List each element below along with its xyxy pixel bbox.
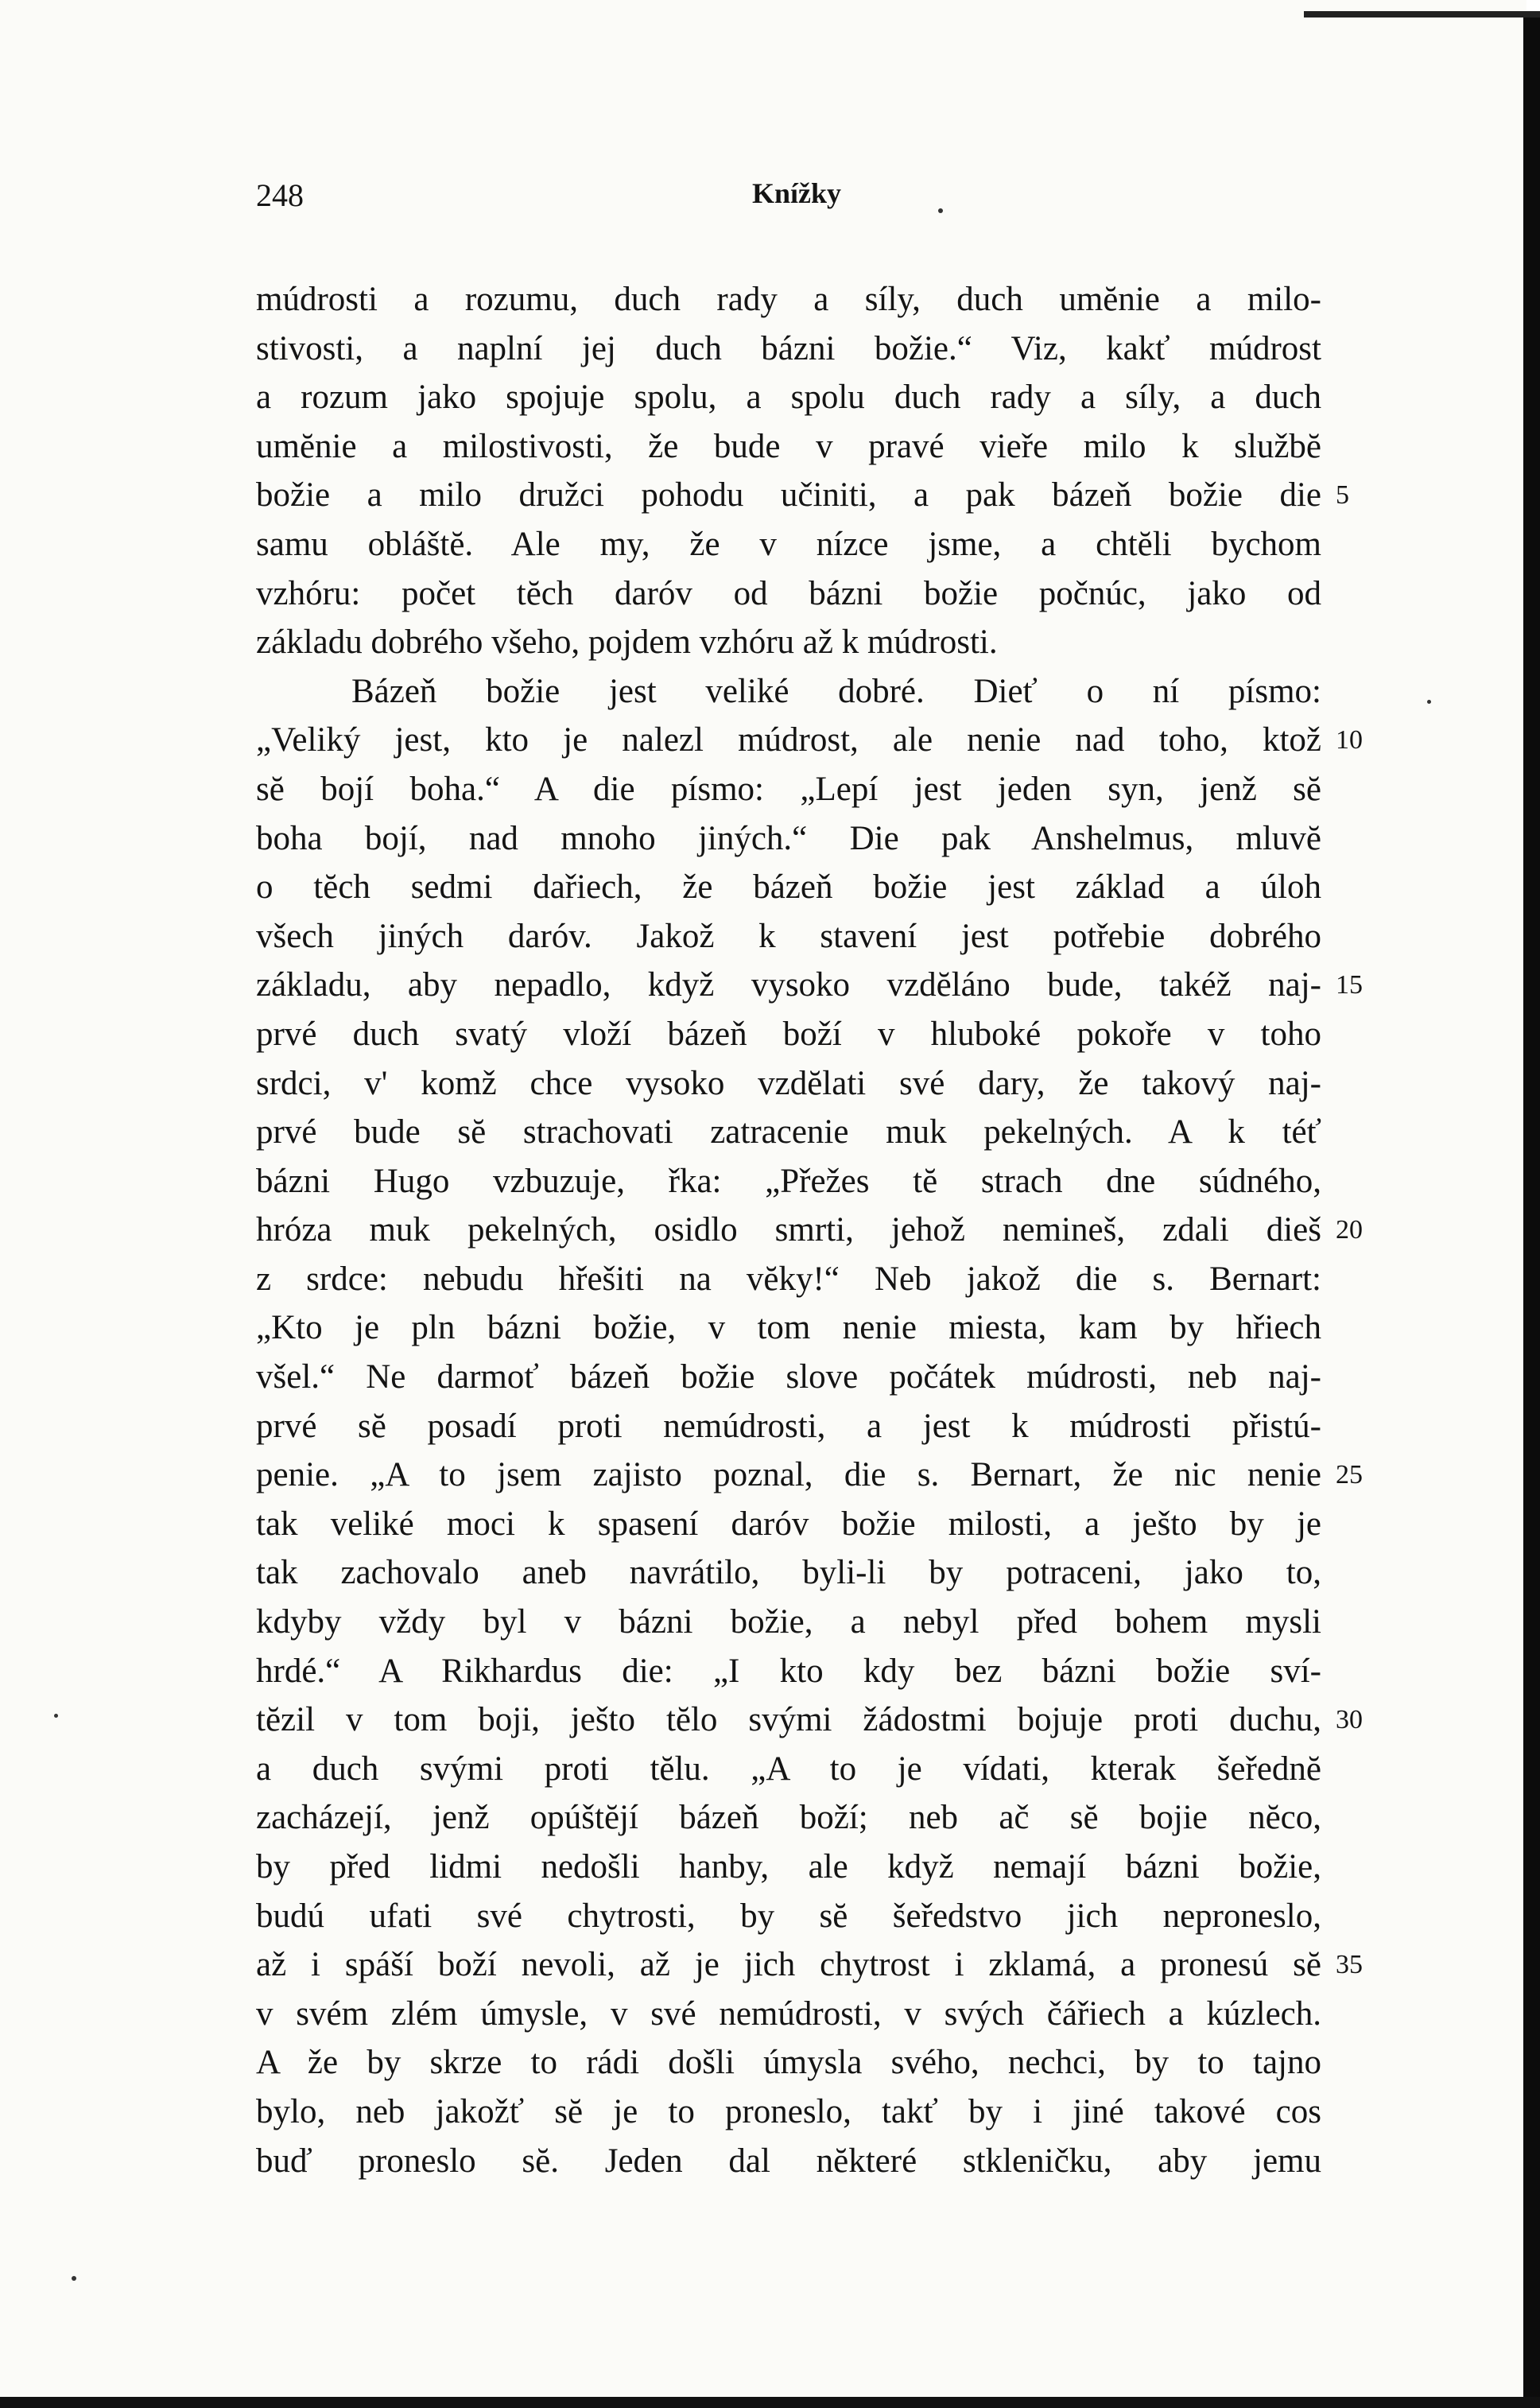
scan-edge-top <box>1304 11 1540 17</box>
text-line: budú ufati své chytrosti, by sĕ šeředstvo jich neproneslo, <box>256 1897 1321 1935</box>
text-line: „Kto je pln bázni božie, v tom nenie miesta, kam by hřiech <box>256 1309 1321 1347</box>
line-number: 15 <box>1336 970 1363 1000</box>
text-line: umĕnie a milostivosti, že bude v pravé vieře milo k službĕ <box>256 427 1321 465</box>
text-line: zacházejí, jenž opúštĕjí bázeň boží; neb ač sĕ bojie nĕco, <box>256 1799 1321 1837</box>
text-line: prvé duch svatý vloží bázeň boží v hluboké pokoře v toho <box>256 1015 1321 1053</box>
scan-edge-right <box>1523 16 1540 2402</box>
text-line: vzhóru: počet tĕch daróv od bázni božie počnúc, jako od <box>256 574 1321 612</box>
text-line: až i spáší boží nevoli, až je jich chytrost i zklamá, a pronesú sĕ <box>256 1946 1321 1984</box>
text-line: bylo, neb jakožť sĕ je to proneslo, takť by i jiné takové cos <box>256 2092 1321 2130</box>
text-line: samu obláštĕ. Ale my, že v nízce jsme, a chtĕli bychom <box>256 525 1321 563</box>
text-line: A že by skrze to rádi došli úmysla svého, nechci, by to tajno <box>256 2044 1321 2082</box>
text-line: kdyby vždy byl v bázni božie, a nebyl před bohem mysli <box>256 1603 1321 1641</box>
text-line: hróza muk pekelných, osidlo smrti, jehož nemineš, zdali dieš <box>256 1211 1321 1249</box>
print-speck <box>1427 700 1431 704</box>
text-line: a duch svými proti tĕlu. „A to je vídati, kterak šeřednĕ <box>256 1750 1321 1788</box>
text-line: a rozum jako spojuje spolu, a spolu duch rady a síly, a duch <box>256 379 1321 417</box>
text-line: hrdé.“ A Rikhardus die: „I kto kdy bez bázni božie sví- <box>256 1652 1321 1690</box>
text-line: stivosti, a naplní jej duch bázni božie.“ Viz, kakť múdrost <box>256 329 1321 367</box>
body-text <box>256 275 1321 2185</box>
text-line: prvé sĕ posadí proti nemúdrosti, a jest k múdrosti přistú- <box>256 1407 1321 1445</box>
text-line: prvé bude sĕ strachovati zatracenie muk pekelných. A k téť <box>256 1113 1321 1152</box>
page-number: 248 <box>256 177 304 213</box>
print-speck <box>938 208 943 213</box>
text-line: sĕ bojí boha.“ A die písmo: „Lepí jest jeden syn, jenž sĕ <box>256 770 1321 808</box>
scan-edge-bottom <box>0 2397 1540 2408</box>
text-line: tĕzil v tom boji, ješto tĕlo svými žádostmi bojuje proti duchu, <box>256 1701 1321 1739</box>
text-line: základu, aby nepadlo, když vysoko vzdĕláno bude, takéž naj- <box>256 966 1321 1004</box>
line-number: 30 <box>1336 1705 1363 1735</box>
text-line: boha bojí, nad mnoho jiných.“ Die pak Anshelmus, mluvĕ <box>256 819 1321 857</box>
line-number: 10 <box>1336 725 1363 755</box>
text-line: o tĕch sedmi dařiech, že bázeň božie jest základ a úloh <box>256 868 1321 907</box>
text-line: srdci, v' komž chce vysoko vzdĕlati své dary, že takový naj- <box>256 1064 1321 1102</box>
text-line: „Veliký jest, kto je nalezl múdrost, ale nenie nad toho, ktož <box>256 721 1321 759</box>
text-line: bázni Hugo vzbuzuje, řka: „Přežes tĕ strach dne súdného, <box>256 1162 1321 1200</box>
text-line: všech jiných daróv. Jakož k stavení jest potřebie dobrého <box>256 917 1321 955</box>
text-line: penie. „A to jsem zajisto poznal, die s. Bernart, že nic nenie <box>256 1456 1321 1494</box>
line-number: 25 <box>1336 1460 1363 1490</box>
text-line: by před lidmi nedošli hanby, ale když nemají bázni božie, <box>256 1848 1321 1886</box>
text-line: základu dobrého všeho, pojdem vzhóru až k múdrosti. <box>256 623 998 662</box>
print-speck <box>54 1714 58 1718</box>
text-line: múdrosti a rozumu, duch rady a síly, duch umĕnie a milo- <box>256 281 1321 318</box>
line-number: 20 <box>1336 1215 1363 1245</box>
line-number: 35 <box>1336 1950 1363 1980</box>
line-number: 5 <box>1336 480 1349 511</box>
text-line: božie a milo družci pohodu učiniti, a pak bázeň božie die <box>256 476 1321 515</box>
text-line: z srdce: nebudu hřešiti na vĕky!“ Neb jakož die s. Bernart: <box>256 1260 1321 1298</box>
text-line: Bázeň božie jest veliké dobré. Dieť o ní písmo: <box>351 672 1321 710</box>
text-line: všel.“ Ne darmoť bázeň božie slove počátek múdrosti, neb naj- <box>256 1358 1321 1396</box>
running-head: Knížky <box>752 177 842 209</box>
print-speck <box>72 2276 76 2281</box>
text-line: buď proneslo sĕ. Jeden dal nĕkteré stkleničku, aby jemu <box>256 2142 1321 2180</box>
text-line: tak veliké moci k spasení daróv božie milosti, a ješto by je <box>256 1505 1321 1543</box>
text-line: tak zachovalo aneb navrátilo, byli-li by potraceni, jako to, <box>256 1554 1321 1592</box>
text-line: v svém zlém úmysle, v své nemúdrosti, v svých čářiech a kúzlech. <box>256 1994 1321 2033</box>
